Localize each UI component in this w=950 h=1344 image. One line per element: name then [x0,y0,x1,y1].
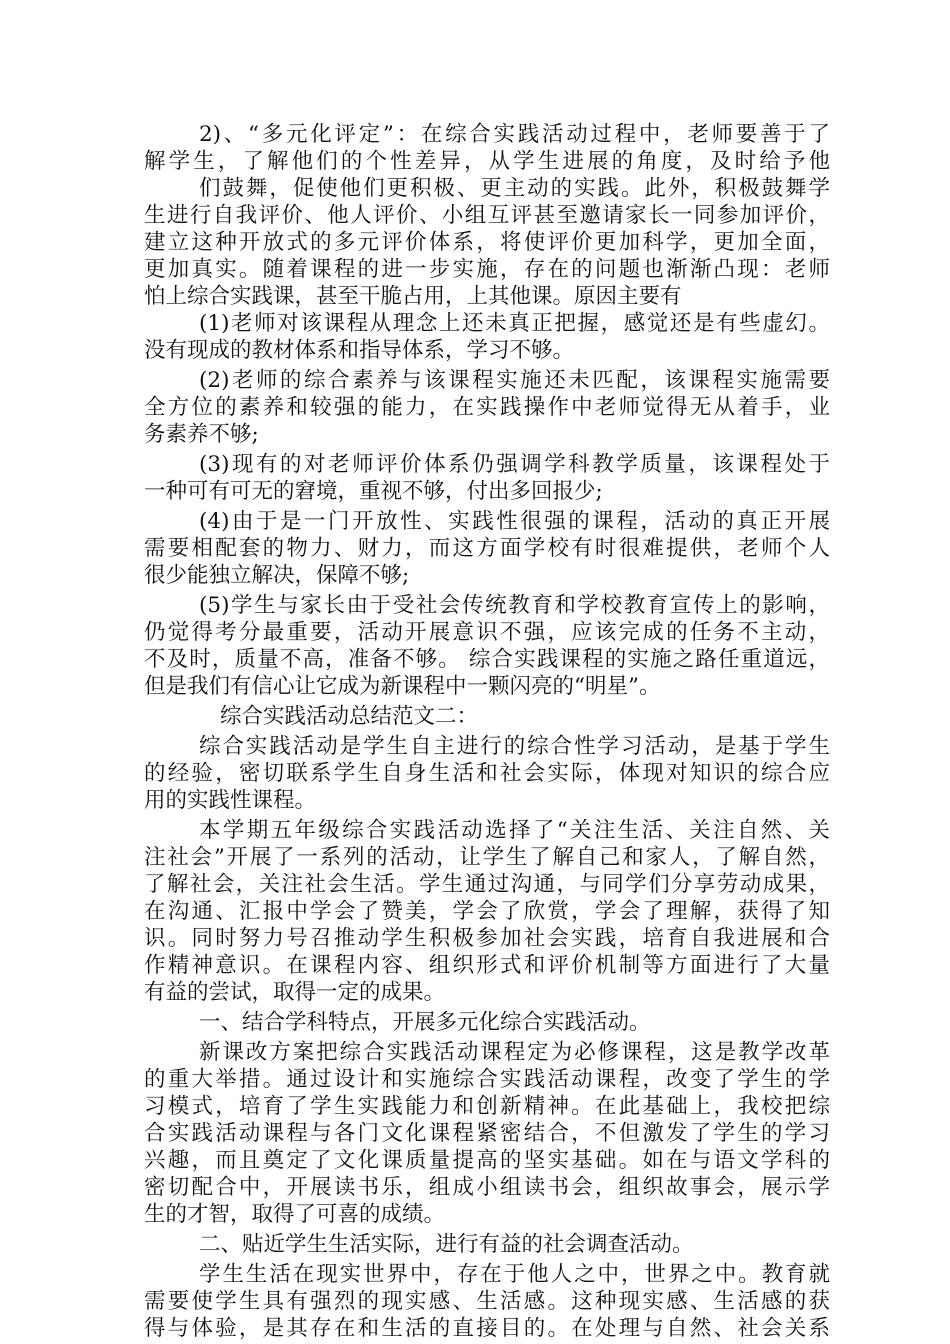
text-line: 的经验，密切联系学生自身生活和社会实际，体现对知识的综合应 [144,761,830,786]
text-line: 兴趣，而且奠定了文化课质量提高的坚实基础。如在与语文学科的 [144,1148,830,1173]
text-line: 学生生活在现实世界中，存在于他人之中，世界之中。教育就 [199,1262,830,1287]
text-line: (4)由于是一门开放性、实践性很强的课程，活动的真正开展 [199,509,830,534]
text-line: 建立这种开放式的多元评价体系，将使评价更加科学，更加全面， [144,230,830,255]
text-line: 务素养不够; [144,422,259,447]
text-line: 解学生，了解他们的个性差异，从学生进展的角度，及时给予他 [144,149,830,174]
text-line: 注社会”开展了一系列的活动，让学生了解自己和家人，了解自然， [144,845,830,870]
text-line: 全方位的素养和较强的能力，在实践操作中老师觉得无从着手，业 [144,395,830,420]
text-line: 但是我们有信心让它成为新课程中一颗闪亮的“明星”。 [144,674,661,699]
text-line: 有益的尝试，取得一定的成果。 [144,980,446,1005]
text-line: 用的实践性课程。 [144,788,317,813]
text-line: 更加真实。随着课程的进一步实施，存在的问题也渐渐凸现：老师 [144,257,830,282]
text-line: 怕上综合实践课，甚至干脆占用，上其他课。原因主要有 [144,284,682,309]
text-line: 不及时，质量不高，准备不够。 综合实践课程的实施之路任重道远， [144,647,830,672]
text-line: 作精神意识。在课程内容、组织形式和评价机制等方面进行了大量 [144,953,830,978]
text-line: 合实践活动课程与各门文化课程紧密结合，不但激发了学生的学习 [144,1121,830,1146]
text-line: (1)老师对该课程从理念上还未真正把握，感觉还是有些虚幻。 [199,311,830,336]
text-line: 了解社会，关注社会生活。学生通过沟通，与同学们分享劳动成果， [144,872,830,897]
text-line: 得与体验，是其存在和生活的直接目的。在处理与自然、社会关系 [144,1316,830,1341]
text-line: 2)、“多元化评定”：在综合实践活动过程中，老师要善于了 [199,122,830,147]
text-line: 本学期五年级综合实践活动选择了“关注生活、关注自然、关 [199,818,830,843]
text-line: 综合实践活动是学生自主进行的综合性学习活动，是基于学生 [199,734,830,759]
text-line: 新课改方案把综合实践活动课程定为必修课程，这是教学改革 [199,1040,830,1065]
text-line: 识。同时努力号召推动学生积极参加社会实践，培育自我进展和合 [144,926,830,951]
text-line: 的重大举措。通过设计和实施综合实践活动课程，改变了学生的学 [144,1067,830,1092]
text-line: 一种可有可无的窘境，重视不够，付出多回报少; [144,479,603,504]
text-line: 需要相配套的物力、财力，而这方面学校有时很难提供，老师个人 [144,536,830,561]
text-line: 们鼓舞，促使他们更积极、更主动的实践。此外，积极鼓舞学 [199,176,830,201]
section-heading: 一、结合学科特点，开展多元化综合实践活动。 [199,1010,651,1035]
text-line: 仍觉得考分最重要，活动开展意识不强，应该完成的任务不主动， [144,620,830,645]
section-heading: 综合实践活动总结范文二： [220,704,479,729]
text-line: 生的才智，取得了可喜的成绩。 [144,1202,446,1227]
text-line: 密切配合中，开展读书乐，组成小组读书会，组织故事会，展示学 [144,1175,830,1200]
text-line: (3)现有的对老师评价体系仍强调学科教学质量，该课程处于 [199,452,830,477]
text-line: (5)学生与家长由于受社会传统教育和学校教育宣传上的影响， [199,593,830,618]
text-line: 很少能独立解决，保障不够; [144,563,410,588]
text-line: 习模式，培育了学生实践能力和创新精神。在此基础上，我校把综 [144,1094,830,1119]
section-heading: 二、贴近学生生活实际，进行有益的社会调查活动。 [199,1232,694,1257]
text-line: 需要使学生具有强烈的现实感、生活感。这种现实感、生活感的获 [144,1289,830,1314]
text-line: 没有现成的教材体系和指导体系，学习不够。 [144,338,575,363]
text-line: 在沟通、汇报中学会了赞美，学会了欣赏，学会了理解，获得了知 [144,899,830,924]
text-line: (2)老师的综合素养与该课程实施还未匹配，该课程实施需要 [199,368,830,393]
text-line: 生进行自我评价、他人评价、小组互评甚至邀请家长一同参加评价， [144,203,830,228]
